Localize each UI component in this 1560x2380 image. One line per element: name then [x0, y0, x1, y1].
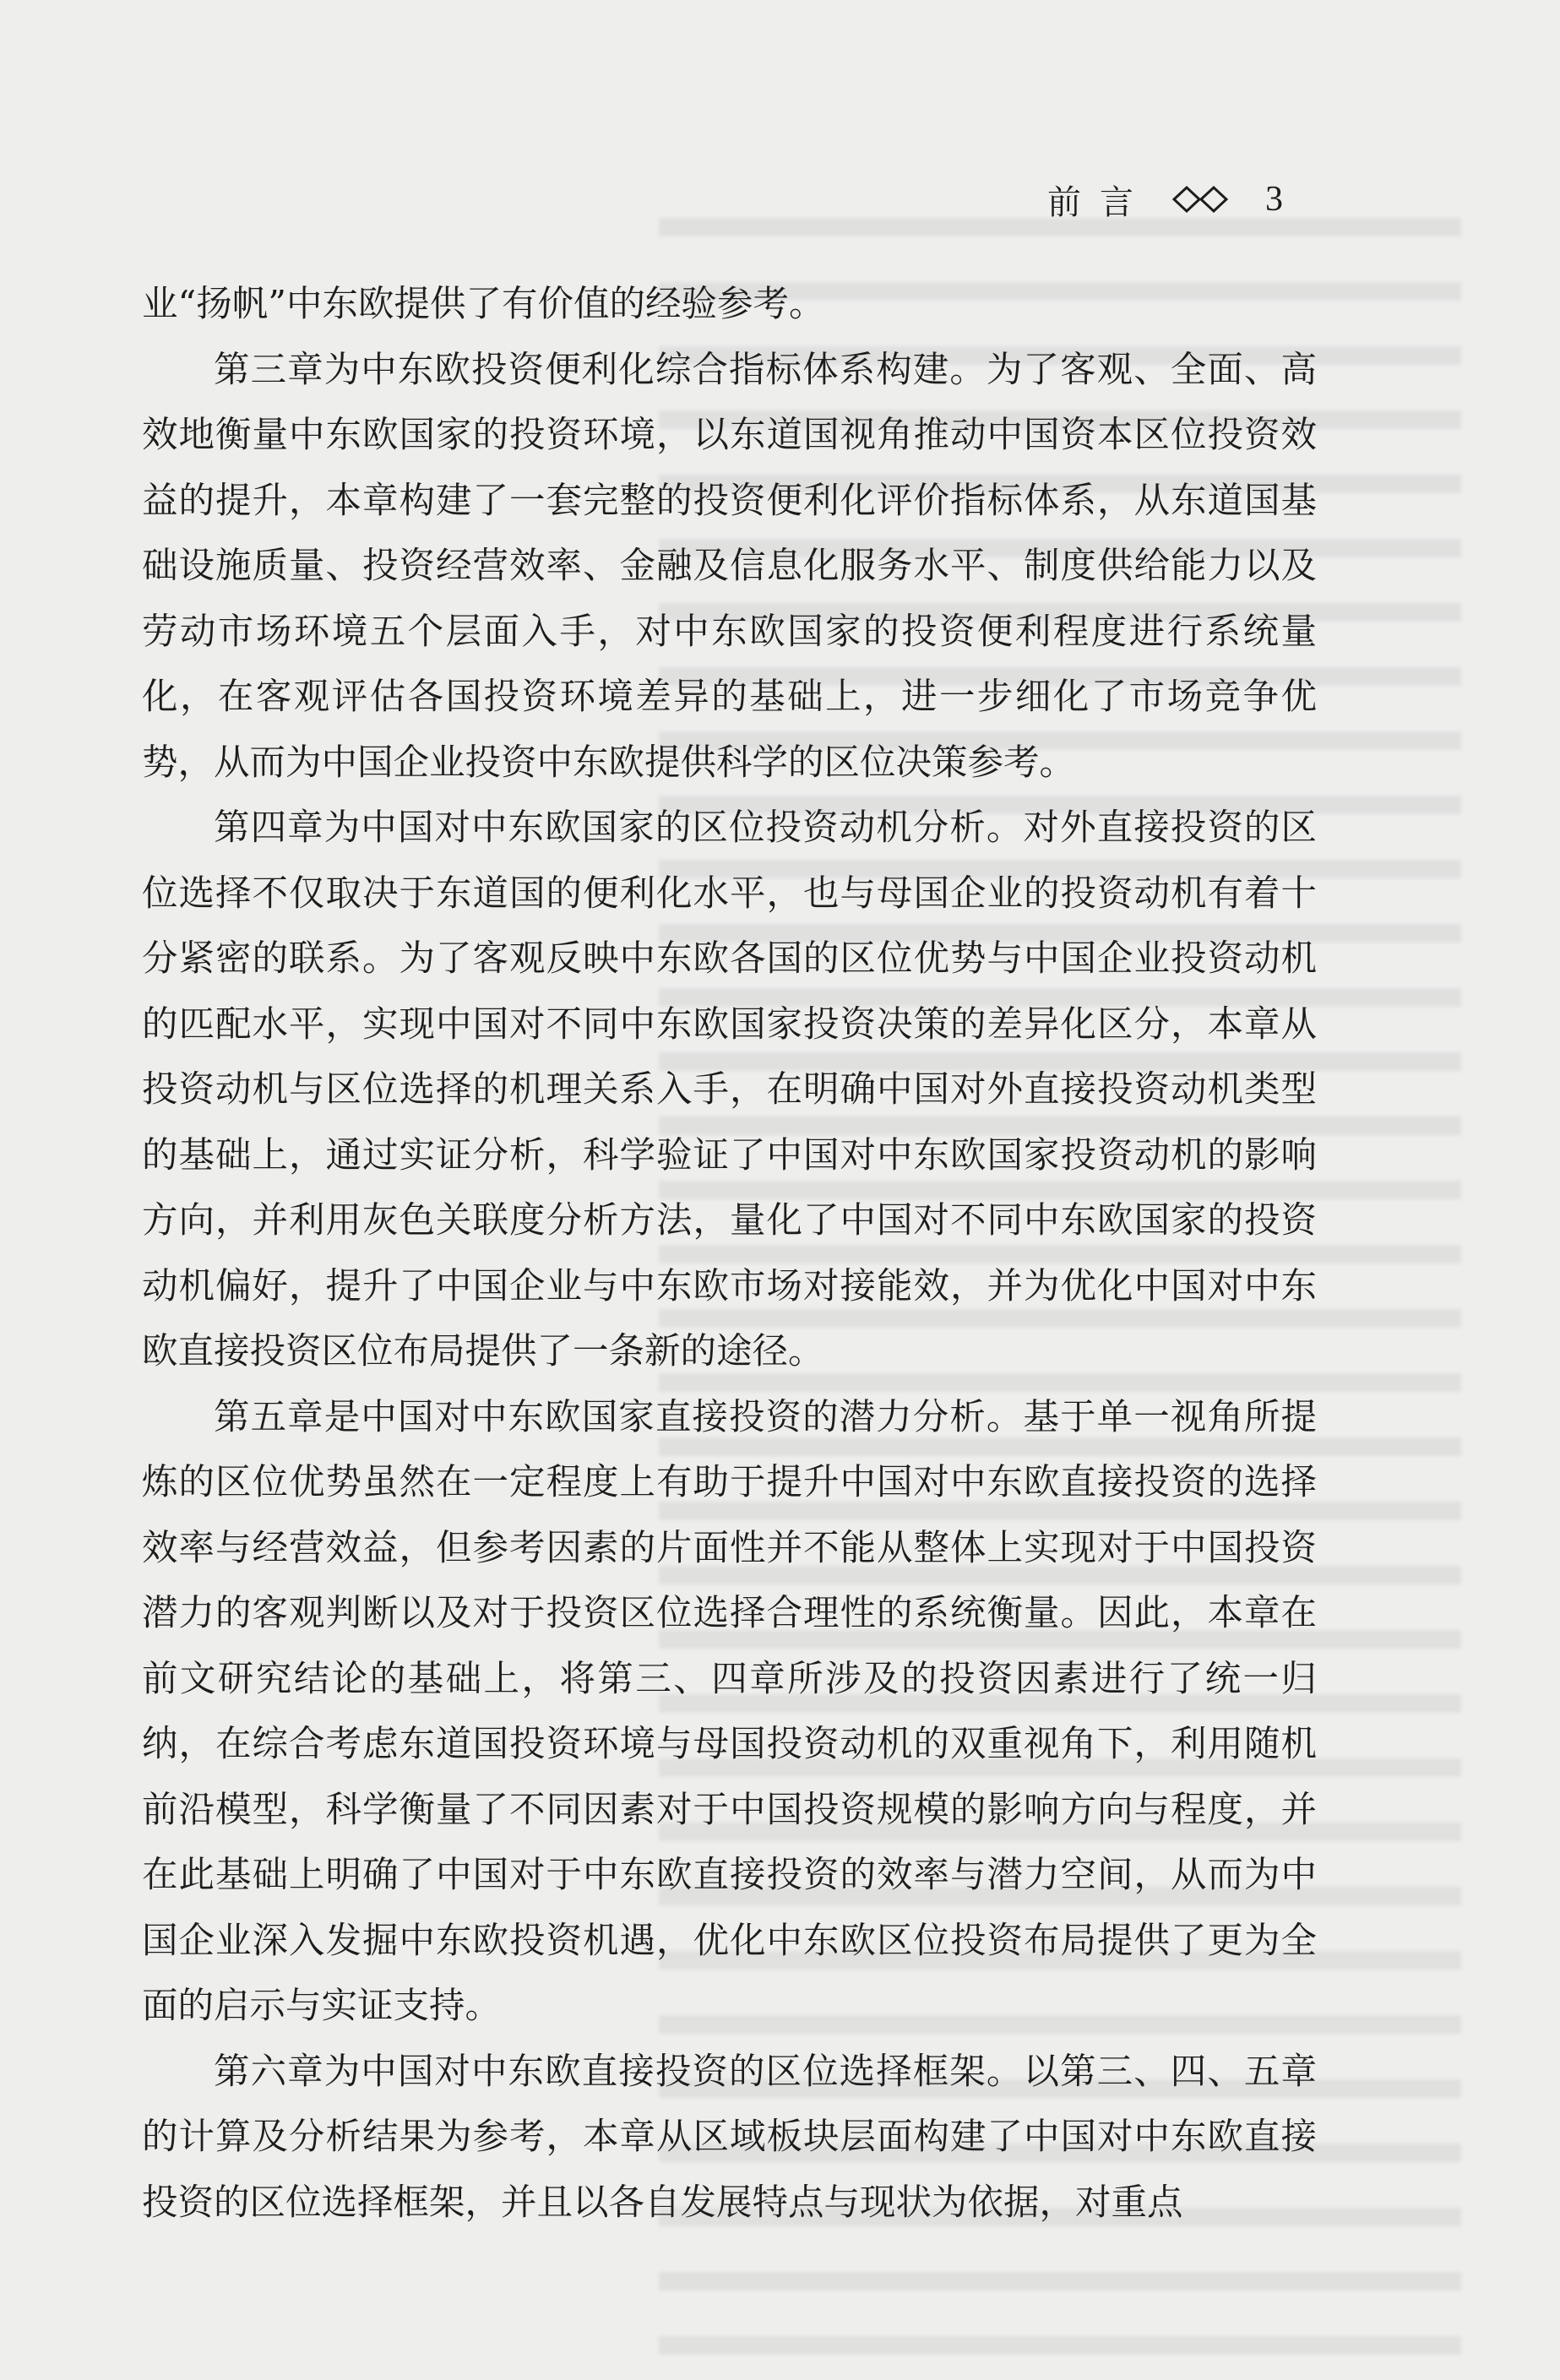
page-number: 3	[1265, 180, 1283, 219]
paragraph-chapter-6: 第六章为中国对中东欧直接投资的区位选择框架。以第三、四、五章的计算及分析结果为参考，本章从区域板块层面构建了中国对中东欧直接投资的区位选择框架，并且以各自发展特点与现状为依据，对重点	[142, 2051, 1317, 2224]
double-diamond-icon	[1172, 182, 1228, 216]
body-text	[142, 272, 1317, 2236]
paragraph-chapter-5: 第五章是中国对中东欧国家直接投资的潜力分析。基于单一视角所提炼的区位优势虽然在一定程度上有助于提升中国对中东欧直接投资的选择效率与经营效益，但参考因素的片面性并不能从整体上实现对于中国投资潜力的客观判断以及对于投资区位选择合理性的系统衡量。因此，本章在前文研究结论的基础上，将第三、四章所涉及的投资因素进行了统一归纳，在综合考虑东道国投资环境与母国投资动机的双重视角下，利用随机前沿模型，科学衡量了不同因素对于中国投资规模的影响方向与程度，并在此基础上明确了中国对于中东欧直接投资的效率与潜力空间，从而为中国企业深入发掘中东欧投资机遇，优化中东欧区位投资布局提供了更为全面的启示与实证支持。	[142, 1396, 1317, 2027]
paragraph-chapter-4: 第四章为中国对中东欧国家的区位投资动机分析。对外直接投资的区位选择不仅取决于东道国的便利化水平，也与母国企业的投资动机有着十分紧密的联系。为了客观反映中东欧各国的区位优势与中国企业投资动机的匹配水平，实现中国对不同中东欧国家投资决策的差异化区分，本章从投资动机与区位选择的机理关系入手，在明确中国对外直接投资动机类型的基础上，通过实证分析，科学验证了中国对中东欧国家投资动机的影响方向，并利用灰色关联度分析方法，量化了中国对不同中东欧国家的投资动机偏好，提升了中国企业与中东欧市场对接能效，并为优化中国对中东欧直接投资区位布局提供了一条新的途径。	[142, 807, 1317, 1372]
header-label: 前言	[1047, 182, 1152, 222]
paragraph-continuation: 业“扬帆”中东欧提供了有价值的经验参考。	[142, 284, 825, 325]
running-header	[1047, 169, 1334, 230]
paragraph-chapter-3: 第三章为中东欧投资便利化综合指标体系构建。为了客观、全面、高效地衡量中东欧国家的投资环境，以东道国视角推动中国资本区位投资效益的提升，本章构建了一套完整的投资便利化评价指标体系，从东道国基础设施质量、投资经营效率、金融及信息化服务水平、制度供给能力以及劳动市场环境五个层面入手，对中东欧国家的投资便利程度进行系统量化，在客观评估各国投资环境差异的基础上，进一步细化了市场竞争优势，从而为中国企业投资中东欧提供科学的区位决策参考。	[142, 349, 1317, 784]
